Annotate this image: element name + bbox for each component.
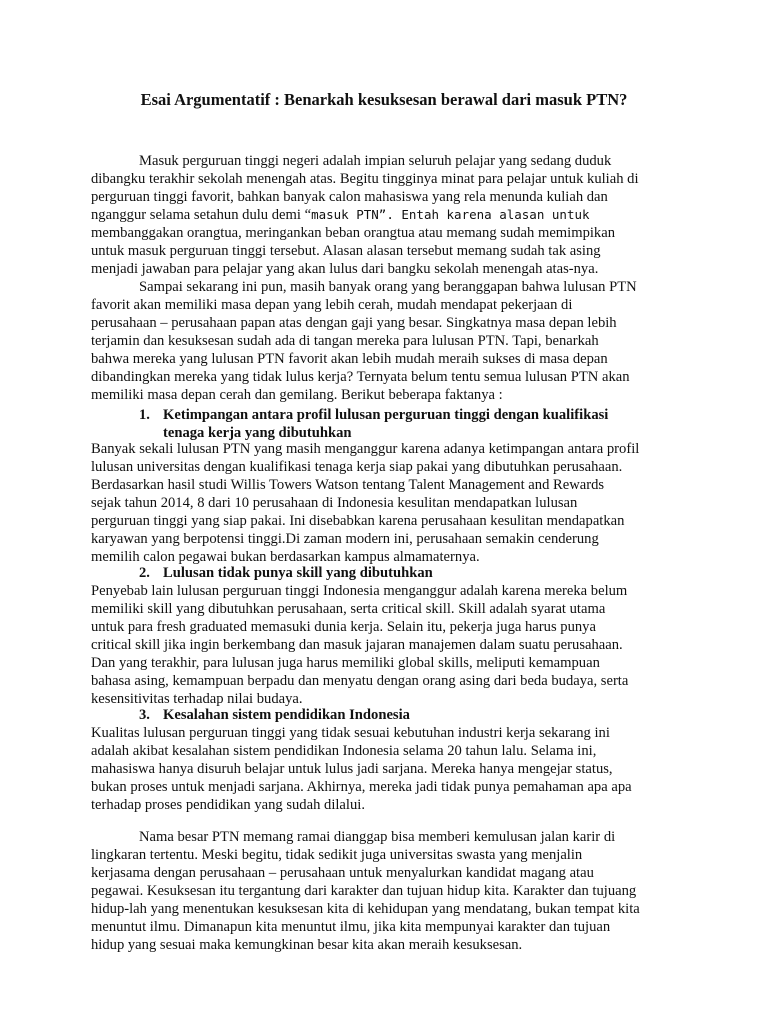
paragraph-line: perusahaan – perusahaan papan atas dengan gaji yang besar. Singkatnya masa depan lebih: [91, 315, 617, 331]
point-body-line: memilih calon pegawai bukan berdasarkan kampus almamaternya.: [91, 549, 480, 565]
point-body-line: Banyak sekali lulusan PTN yang masih menganggur karena adanya ketimpangan antara profil: [91, 441, 640, 457]
intro-line: [91, 206, 590, 224]
intro-line: membanggakan orangtua, meringankan beban orangtua atau memang sudah memimpikan: [91, 225, 615, 241]
conclusion-line: lingkaran tertentu. Meski begitu, tidak sedikit juga universitas swasta yang menjalin: [91, 847, 583, 863]
point-body-line: kesensitivitas terhadap nilai budaya.: [91, 691, 303, 707]
conclusion-line: kerjasama dengan perusahaan – perusahaan untuk menyalurkan kandidat magang atau: [91, 865, 594, 881]
intro-line: untuk masuk perguruan tinggi tersebut. Alasan alasan tersebut memang sudah tak asing: [91, 243, 601, 259]
list-number: 1.: [139, 407, 150, 423]
paragraph-line: bahwa mereka yang lulusan PTN favorit akan lebih mudah meraih sukses di masa depan: [91, 351, 608, 367]
point-body-line: Kualitas lulusan perguruan tinggi yang tidak sesuai kebutuhan industri kerja sekarang ini: [91, 725, 610, 741]
point-heading: Ketimpangan antara profil lulusan perguruan tinggi dengan kualifikasi: [163, 407, 609, 423]
intro-text: nganggur selama setahun dulu demi “: [91, 207, 312, 223]
intro-text-mono: ”. Entah karena alasan untuk: [378, 207, 590, 222]
conclusion-line: hidup-lah yang menentukan kesuksesan kita di kehidupan yang mendatang, bukan tempat kita: [91, 901, 640, 917]
point-heading: Lulusan tidak punya skill yang dibutuhkan: [163, 565, 433, 581]
point-body-line: untuk para fresh graduated memasuki dunia kerja. Selain itu, pekerja juga harus punya: [91, 619, 596, 635]
conclusion-line: pegawai. Kesuksesan itu tergantung dari karakter dan tujuan hidup kita. Karakter dan tujuang: [91, 883, 637, 899]
essay-title: Esai Argumentatif : Benarkah kesuksesan berawal dari masuk PTN?: [140, 90, 628, 109]
paragraph-line: memiliki masa depan cerah dan gemilang. Berikut beberapa faktanya :: [91, 387, 503, 403]
point-body-line: Dan yang terakhir, para lulusan juga harus memiliki global skills, meliputi kemampuan: [91, 655, 600, 671]
point-body-line: lulusan universitas dengan kualifikasi tenaga kerja siap pakai yang dibutuhkan perusahaan.: [91, 459, 623, 475]
point-body-line: Penyebab lain lulusan perguruan tinggi Indonesia menganggur adalah karena mereka belum: [91, 583, 628, 599]
point-body-line: perguruan tinggi yang siap pakai. Ini disebabkan karena perusahaan kesulitan mendapatkan: [91, 513, 625, 529]
point-body-line: mahasiswa hanya disuruh belajar untuk lulus jadi sarjana. Mereka hanya mengejar status,: [91, 761, 613, 777]
point-body-line: terhadap proses pendidikan yang sudah dilalui.: [91, 797, 365, 813]
point-body-line: karyawan yang berpotensi tinggi.Di zaman modern ini, perusahaan semakin cenderung: [91, 531, 599, 547]
intro-line: Masuk perguruan tinggi negeri adalah impian seluruh pelajar yang sedang duduk: [139, 153, 612, 169]
paragraph-line: terjamin dan kesuksesan sudah ada di tangan mereka para lulusan PTN. Tapi, benarkah: [91, 333, 599, 349]
conclusion-line: Nama besar PTN memang ramai dianggap bisa memberi kemulusan jalan karir di: [139, 829, 616, 845]
point-body-line: bahasa asing, kemampuan berpadu dan menyatu dengan orang asing dari beda budaya, serta: [91, 673, 629, 689]
intro-line: dibangku terakhir sekolah menengah atas. Begitu tingginya minat para pelajar untuk kuliah di: [91, 171, 639, 187]
point-body-line: Berdasarkan hasil studi Willis Towers Watson tentang Talent Management and Rewards: [91, 477, 605, 493]
intro-line: perguruan tinggi favorit, bahkan banyak calon mahasiswa yang rela menunda kuliah dan: [91, 189, 608, 205]
intro-line: menjadi jawaban para pelajar yang akan lulus dari bangku sekolah menengah atas-nya.: [91, 261, 599, 277]
conclusion-line: menuntut ilmu. Dimanapun kita menuntut ilmu, jika kita mempunyai karakter dan tujuan: [91, 919, 611, 935]
paragraph-line: dibandingkan mereka yang tidak lulus kerja? Ternyata belum tentu semua lulusan PTN akan: [91, 369, 630, 385]
point-body-line: sejak tahun 2014, 8 dari 10 perusahaan di Indonesia kesulitan mendapatkan lulusan: [91, 495, 578, 511]
point-body-line: adalah akibat kesalahan sistem pendidikan Indonesia selama 20 tahun lalu. Selama ini,: [91, 743, 597, 759]
paragraph-line: favorit akan memiliki masa depan yang lebih cerah, mudah mendapat pekerjaan di: [91, 297, 573, 313]
point-body-line: critical skill jika ingin berkembang dan masuk jajaran manajemen dalam suatu perusahaan.: [91, 637, 623, 653]
paragraph-line: Sampai sekarang ini pun, masih banyak orang yang beranggapan bahwa lulusan PTN: [139, 279, 637, 295]
point-body-line: bukan proses untuk menjadi sarjana. Akhirnya, mereka jadi tidak punya pemahaman apa apa: [91, 779, 632, 795]
point-heading: tenaga kerja yang dibutuhkan: [163, 425, 352, 441]
intro-quoted-text: masuk PTN: [311, 207, 379, 222]
list-number: 2.: [139, 565, 150, 581]
list-number: 3.: [139, 707, 150, 723]
point-heading: Kesalahan sistem pendidikan Indonesia: [163, 707, 410, 723]
point-body-line: memiliki skill yang dibutuhkan perusahaan, serta critical skill. Skill adalah syarat utama: [91, 601, 606, 617]
conclusion-line: hidup yang sesuai maka kemungkinan besar kita akan meraih kesuksesan.: [91, 937, 523, 953]
